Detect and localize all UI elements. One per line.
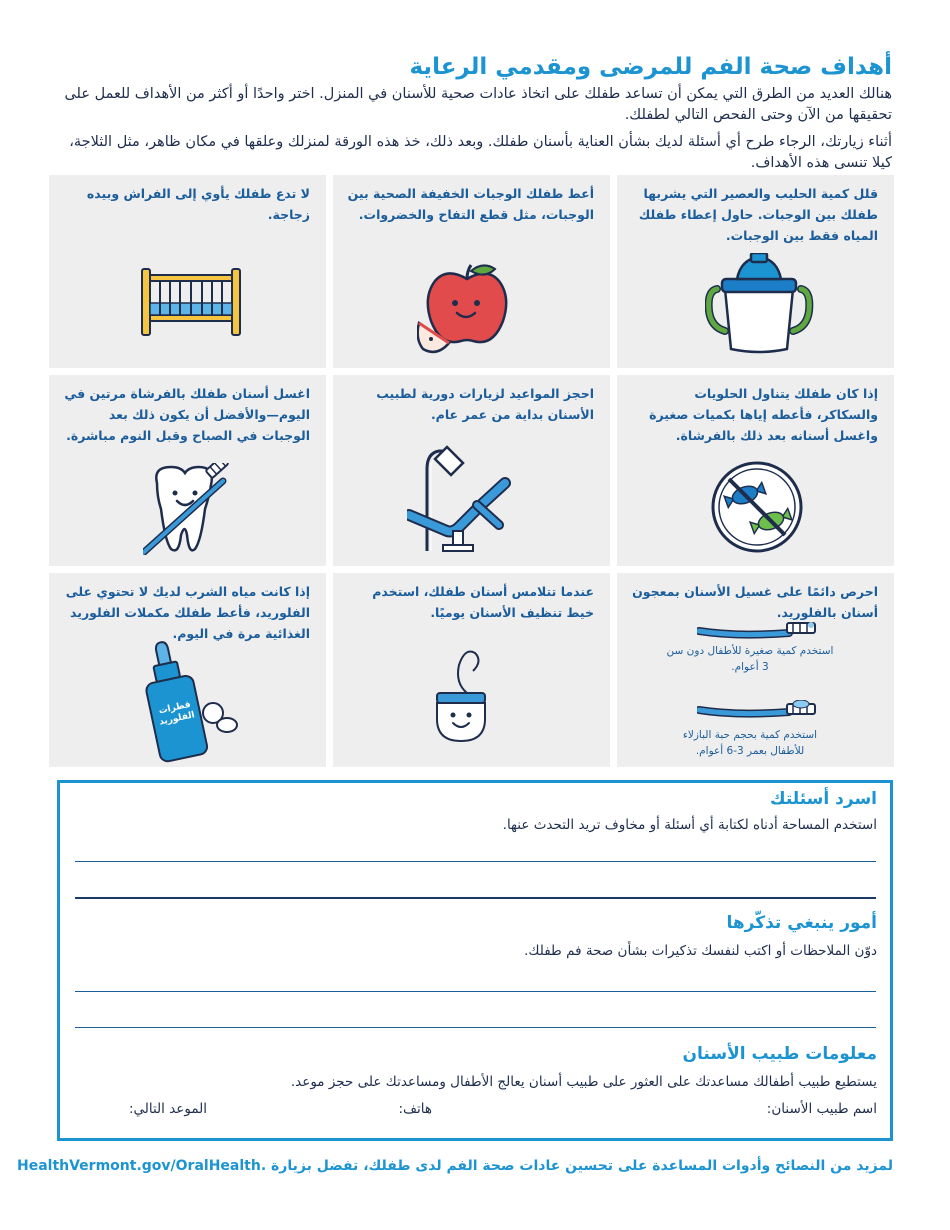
next-appointment-field[interactable]: الموعد التالي:: [128, 1101, 207, 1117]
dentist-info-title: معلومات طبيب الأسنان: [682, 1044, 877, 1064]
goal-card-healthy-snacks: [333, 175, 610, 368]
apple-icon: [417, 261, 517, 357]
floss-icon: [429, 645, 493, 743]
footer: [17, 1158, 893, 1174]
questions-title: اسرد أسئلتك: [770, 789, 877, 809]
toothpaste-note-under-3: استخدم كمية صغيرة للأطفال دون سن 3 أعوام.: [666, 645, 834, 673]
crib-icon: [139, 265, 243, 337]
goal-text: احرص دائمًا على غسيل الأسنان بمعجون أسنان بالفلوريد.: [632, 584, 878, 620]
goal-text: احجز المواعيد لزيارات دورية لطبيب الأسنان بداية من عمر عام.: [376, 386, 594, 422]
reminders-title: أمور ينبغي تذكّرها: [726, 913, 877, 933]
goal-text: إذا كان طفلك يتناول الحلويات والسكاكر، فأعطه إياها بكميات صغيرة واغسل أسنانه بعد ذلك بالفرشاة.: [649, 386, 878, 443]
reminders-text: دوّن الملاحظات أو اكتب لنفسك تذكيرات بشأن صحة فم طفلك.: [524, 943, 877, 959]
goal-card-fluoride-supplements: [49, 573, 326, 767]
dentist-info-text: يستطيع طبيب أطفالك مساعدتك على العثور على طبيب أسنان يعالج الأطفال ومساعدتك على حجز موعد.: [290, 1074, 877, 1090]
goal-card-dental-visits: [333, 375, 610, 566]
questions-line-1[interactable]: [75, 861, 876, 862]
questions-text: استخدم المساحة أدناه لكتابة أي أسئلة أو مخاوف تريد التحدث عنها.: [502, 817, 877, 833]
toothbrush-icon: [697, 621, 817, 643]
goal-text: أعط طفلك الوجبات الخفيفة الصحية بين الوجبات، مثل قطع التفاح والخضروات.: [347, 186, 594, 222]
reminders-line-1[interactable]: [75, 991, 876, 992]
tooth-brush-icon: [143, 463, 239, 555]
goal-card-limit-sweets: [617, 375, 894, 566]
goal-text: لا تدع طفلك يأوي إلى الفراش وبيده زجاجة.: [86, 186, 310, 222]
fluoride-drops-icon: [133, 641, 243, 763]
goal-card-brush-twice: [49, 375, 326, 566]
bottle-label: قطرات الفلوريد: [157, 699, 196, 728]
dentist-name-field[interactable]: اسم طبيب الأسنان:: [766, 1101, 877, 1117]
toothbrush-icon: [697, 700, 817, 722]
intro-paragraph-1: هنالك العديد من الطرق التي يمكن أن تساعد طفلك على اتخاذ عادات صحية للأسنان في المنزل. اختر واحدًا أو أكثر من الأهداف للعمل على تحقيقها من الآن وحتى الفحص التالي لطفلك.: [64, 86, 892, 123]
notes-box: [57, 780, 893, 1141]
goal-card-no-bottle-bed: [49, 175, 326, 368]
sippy-cup-icon: [705, 253, 815, 357]
goals-grid: [56, 175, 894, 767]
goal-text: قلل كمية الحليب والعصير التي يشربها طفلك بين الوجبات. حاول إعطاء طفلك المياه فقط بين الوجبات.: [638, 186, 878, 243]
goal-card-limit-milk-juice: [617, 175, 894, 368]
dentist-phone-field[interactable]: هاتف:: [398, 1101, 432, 1117]
intro-paragraph-2: أثناء زيارتك، الرجاء طرح أي أسئلة لديك بشأن العناية بأسنان طفلك. وبعد ذلك، خذ هذه الورقة لمنزلك وعلقها في مكان ظاهر، مثل الثلاجة، كيلا تنسى هذه الأهداف.: [69, 134, 892, 171]
toothpaste-note-3-6: استخدم كمية بحجم حبة البازلاء للأطفال بعمر 3-6 أعوام.: [682, 729, 818, 757]
questions-line-2[interactable]: [75, 897, 876, 899]
goal-card-floss: [333, 573, 610, 767]
goal-text: إذا كانت مياه الشرب لديك لا تحتوي على الفلوريد، فأعط طفلك مكملات الفلوريد الغذائية مرة في اليوم.: [65, 584, 310, 641]
page-title: أهداف صحة الفم للمرضى ومقدمي الرعاية: [409, 54, 892, 80]
no-candy-icon: [709, 459, 805, 555]
goal-card-fluoride-toothpaste: [617, 573, 894, 767]
reminders-line-2[interactable]: [75, 1027, 876, 1028]
footer-link[interactable]: HealthVermont.gov/OralHealth.: [17, 1158, 267, 1174]
footer-text: لمزيد من النصائح وأدوات المساعدة على تحسين عادات صحة الفم لدى طفلك، تفضل بزيارة: [271, 1158, 893, 1174]
goal-text: عندما تتلامس أسنان طفلك، استخدم خيط تنظيف الأسنان يوميًا.: [372, 584, 594, 620]
goal-text: اغسل أسنان طفلك بالفرشاة مرتين في اليوم—والأفضل أن يكون ذلك بعد الوجبات في الصباح وقبل النوم مباشرة.: [64, 386, 310, 443]
dental-chair-icon: [407, 445, 517, 553]
